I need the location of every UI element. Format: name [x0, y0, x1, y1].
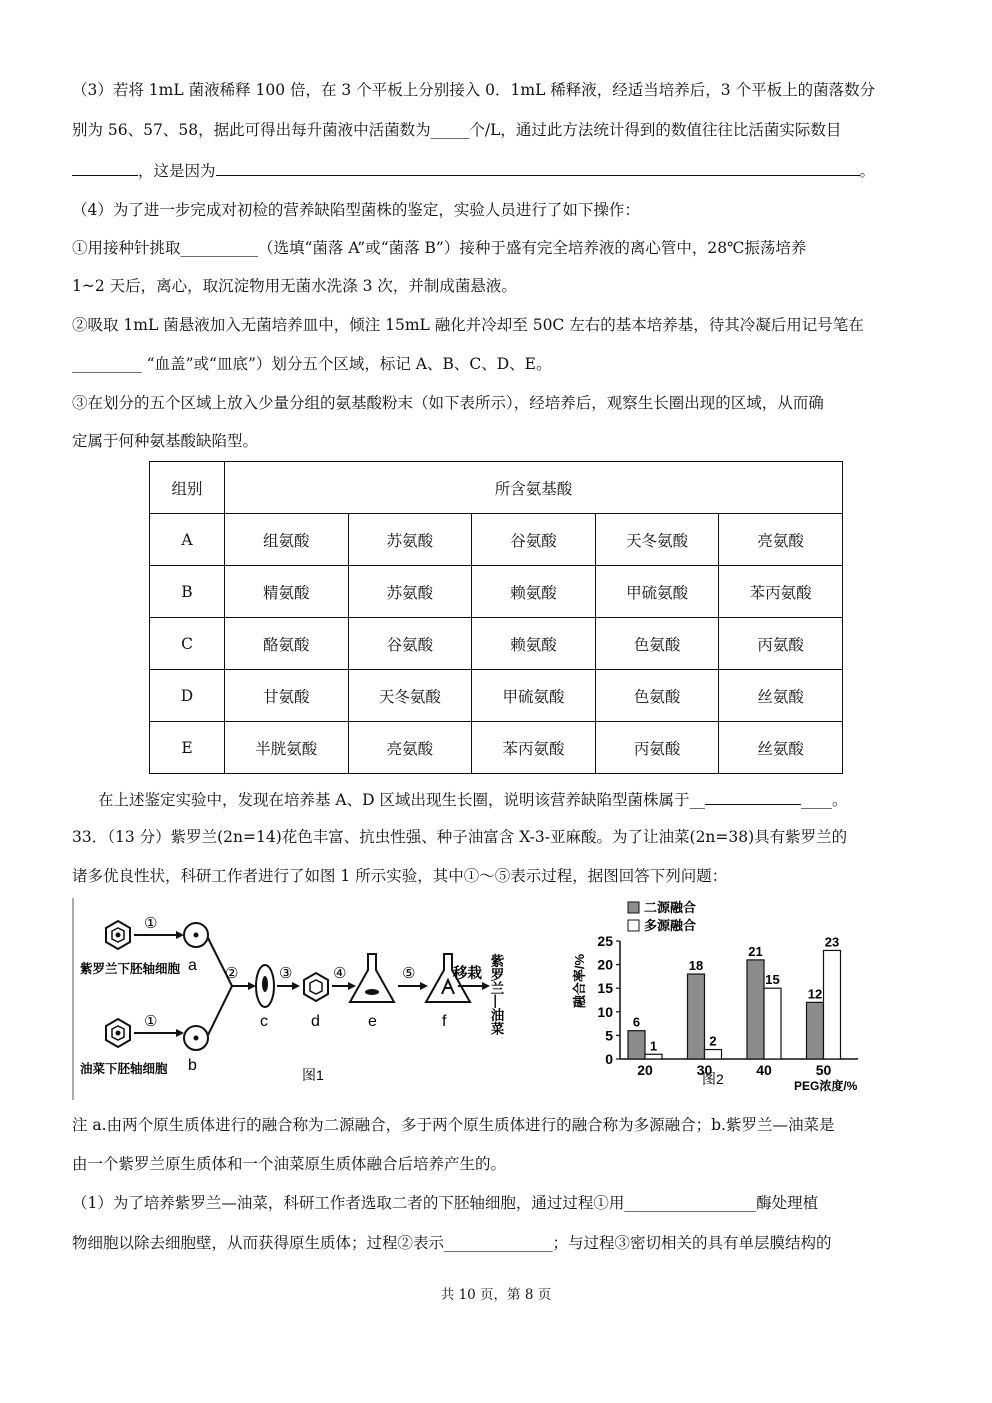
header-group: 组别: [150, 462, 225, 514]
amino-cell: 组氨酸: [225, 514, 349, 566]
data-label: 23: [824, 934, 840, 950]
figure-2-caption: 图2: [702, 1071, 724, 1087]
q33-1-line-1: （1）为了培养紫罗兰—油菜，科研工作者选取二者的下胚轴细胞，通过过程①用_________________酶处理植: [72, 1194, 819, 1212]
amino-cell: 苯丙氨酸: [719, 566, 843, 618]
letter-f: f: [442, 1013, 447, 1030]
q4-step-3a: ③在划分的五个区域上放入少量分组的氨基酸粉末（如下表所示），经培养后，观察生长圈出现的区域，从而确: [72, 394, 824, 412]
amino-cell: 丝氨酸: [719, 722, 843, 774]
q3-line-2: 别为 56、57、58，据此可得出每升菌液中活菌数为_____个/L，通过此方法统计得到的数值往往比活菌实际数目: [72, 121, 842, 139]
data-label: 15: [765, 972, 780, 988]
merge-line: [208, 986, 232, 1035]
legend-label-double: 二源融合: [644, 900, 697, 915]
arrow-head: [176, 931, 184, 939]
bar-double-fusion: [628, 1031, 645, 1059]
result-label: 紫罗兰—油菜: [488, 954, 504, 1035]
legend-swatch-double: [628, 902, 639, 913]
data-label: 1: [649, 1038, 658, 1054]
arrow-head: [420, 982, 428, 990]
stock-cell-icon: [106, 921, 130, 949]
letter-c: c: [260, 1013, 268, 1030]
arrow-head: [176, 1029, 184, 1037]
amino-cell: 苏氨酸: [348, 514, 472, 566]
group-cell: E: [150, 722, 225, 774]
q3-line-3-end: 。: [859, 162, 876, 180]
label-stock-cell: 紫罗兰下胚轴细胞: [80, 962, 181, 976]
step-1-top: ①: [144, 915, 158, 932]
step-3: ③: [279, 965, 293, 982]
note-line-1: 注 a.由两个原生质体进行的融合称为二源融合，多于两个原生质体进行的融合称为多源融合；b.紫罗兰—油菜是: [72, 1116, 835, 1134]
header-amino: 所含氨基酸: [225, 462, 843, 514]
amino-cell: 丙氨酸: [595, 722, 719, 774]
bar-multi-fusion: [764, 988, 781, 1059]
y-tick-label: 0: [605, 1051, 613, 1067]
q3-line-1: （3）若将 1mL 菌液稀释 100 倍，在 3 个平板上分别接入 0．1mL 稀释液，经适当培养后，3 个平板上的菌落数分: [72, 81, 876, 99]
amino-cell: 谷氨酸: [348, 618, 472, 670]
amino-cell: 亮氨酸: [719, 514, 843, 566]
q3-line-3: [72, 160, 922, 181]
group-cell: D: [150, 670, 225, 722]
figure-2-chart: [572, 896, 872, 1106]
figure-1-diagram: [72, 898, 532, 1100]
table-row: [150, 670, 843, 722]
group-cell: B: [150, 566, 225, 618]
amino-cell: 亮氨酸: [348, 722, 472, 774]
q4-step-2b: _________ “血盖”或“皿底”）划分五个区域，标记 A、B、C、D、E。: [72, 355, 552, 373]
q4-step-3b: 定属于何种氨基酸缺陷型。: [72, 432, 259, 450]
q33-1-line-2: 物细胞以除去细胞壁，从而获得原生质体；过程②表示______________；与过程③密切相关的具有单层膜结构的: [72, 1234, 832, 1252]
table-row: [150, 618, 843, 670]
table-header-row: [150, 462, 843, 514]
q4-step-2a: ②吸取 1mL 菌悬液加入无菌培养皿中，倾注 15mL 融化并冷却至 50C 左右的基本培养基，待其冷凝后用记号笔在: [72, 316, 864, 334]
transplant-label: 移栽: [453, 966, 482, 982]
group-cell: A: [150, 514, 225, 566]
amino-cell: 精氨酸: [225, 566, 349, 618]
bar-multi-fusion: [645, 1054, 662, 1059]
y-tick-label: 15: [597, 980, 613, 997]
table-row: [150, 722, 843, 774]
amino-cell: 苏氨酸: [348, 566, 472, 618]
q4-intro: （4）为了进一步完成对初检的营养缺陷型菌株的鉴定，实验人员进行了如下操作：: [72, 201, 640, 219]
amino-cell: 甲硫氨酸: [595, 566, 719, 618]
answer-blank: [216, 160, 860, 176]
plot-area: [597, 933, 858, 1078]
step-1-bottom: ①: [144, 1013, 158, 1030]
page-footer: 共 10 页，第 8 页: [440, 1287, 552, 1303]
x-tick-label: 50: [815, 1062, 832, 1078]
answer-blank: [72, 160, 138, 176]
amino-cell: 甲硫氨酸: [472, 670, 596, 722]
x-tick-label: 30: [696, 1062, 713, 1078]
figure-1-caption: 图1: [302, 1067, 324, 1083]
legend: [628, 900, 696, 933]
q4-step-1b: 1~2 天后，离心，取沉淀物用无菌水洗涤 3 次，并制成菌悬液。: [72, 277, 517, 295]
q3-line-3-text: ，这是因为: [138, 162, 216, 180]
bar-double-fusion: [747, 960, 764, 1059]
q4-conclusion: [98, 789, 922, 810]
x-tick-label: 20: [637, 1062, 653, 1078]
flask-e-icon: [350, 954, 394, 1002]
label-rape-cell: 油菜下胚轴细胞: [80, 1062, 168, 1076]
table-row: [150, 514, 843, 566]
step-2: ②: [225, 965, 239, 982]
arrow-head: [348, 982, 356, 990]
amino-cell: 色氨酸: [595, 618, 719, 670]
amino-cell: 酪氨酸: [225, 618, 349, 670]
rape-cell-icon: [106, 1019, 130, 1047]
bar-multi-fusion: [824, 950, 841, 1059]
amino-cell: 谷氨酸: [472, 514, 596, 566]
letter-e: e: [368, 1013, 377, 1030]
data-label: 2: [709, 1033, 717, 1049]
arrow-head: [248, 982, 256, 990]
hybrid-cell-d: [304, 973, 328, 1001]
q33-line-1: 33．（13 分）紫罗兰(2n=14)花色丰富、抗虫性强、种子油富含 X-3-亚麻酸。为了让油菜(2n=38)具有紫罗兰的: [72, 828, 848, 846]
group-cell: C: [150, 618, 225, 670]
x-axis-label: PEG浓度/%: [794, 1079, 858, 1093]
answer-blank: [705, 789, 801, 805]
y-axis-label: 融合率/%: [572, 953, 587, 1009]
letter-a: a: [188, 957, 197, 974]
conclusion-text: 在上述鉴定实验中，发现在培养基 A、D 区域出现生长圈，说明该营养缺陷型菌株属于__: [98, 791, 705, 809]
table-row: [150, 566, 843, 618]
note-line-2: 由一个紫罗兰原生质体和一个油菜原生质体融合后培养产生的。: [72, 1155, 507, 1173]
amino-cell: 赖氨酸: [472, 566, 596, 618]
letter-b: b: [188, 1057, 197, 1074]
step-5: ⑤: [402, 965, 416, 982]
amino-cell: 半胱氨酸: [225, 722, 349, 774]
arrow-head: [292, 982, 300, 990]
legend-swatch-multi: [628, 920, 639, 931]
amino-cell: 天冬氨酸: [595, 514, 719, 566]
q33-line-2: 诸多优良性状，科研工作者进行了如图 1 所示实验，其中①～⑤表示过程，据图回答下列问题：: [72, 867, 728, 885]
q4-step-1a: ①用接种针挑取__________（选填“菌落 A”或“菌落 B”）接种于盛有完全培养液的离心管中，28℃振荡培养: [72, 239, 807, 257]
bar-double-fusion: [688, 974, 705, 1059]
amino-cell: 天冬氨酸: [348, 670, 472, 722]
data-label: 18: [688, 958, 704, 974]
letter-d: d: [311, 1013, 320, 1030]
y-tick-label: 10: [597, 1003, 613, 1020]
y-tick-label: 20: [597, 956, 613, 973]
data-label: 6: [632, 1014, 641, 1030]
amino-cell: 色氨酸: [595, 670, 719, 722]
conclusion-end: ____。: [800, 791, 848, 809]
amino-cell: 苯丙氨酸: [472, 722, 596, 774]
amino-cell: 甘氨酸: [225, 670, 349, 722]
bar-double-fusion: [807, 1002, 824, 1059]
x-tick-label: 40: [756, 1062, 772, 1078]
amino-cell: 丝氨酸: [719, 670, 843, 722]
amino-cell: 丙氨酸: [719, 618, 843, 670]
y-tick-label: 25: [597, 933, 613, 949]
legend-label-multi: 多源融合: [644, 918, 697, 933]
data-label: 21: [748, 943, 763, 959]
bar-multi-fusion: [705, 1050, 722, 1059]
amino-acid-table: [149, 461, 843, 774]
y-tick-label: 5: [605, 1027, 613, 1044]
step-4: ④: [333, 965, 347, 982]
data-label: 12: [807, 986, 823, 1002]
amino-cell: 赖氨酸: [472, 618, 596, 670]
